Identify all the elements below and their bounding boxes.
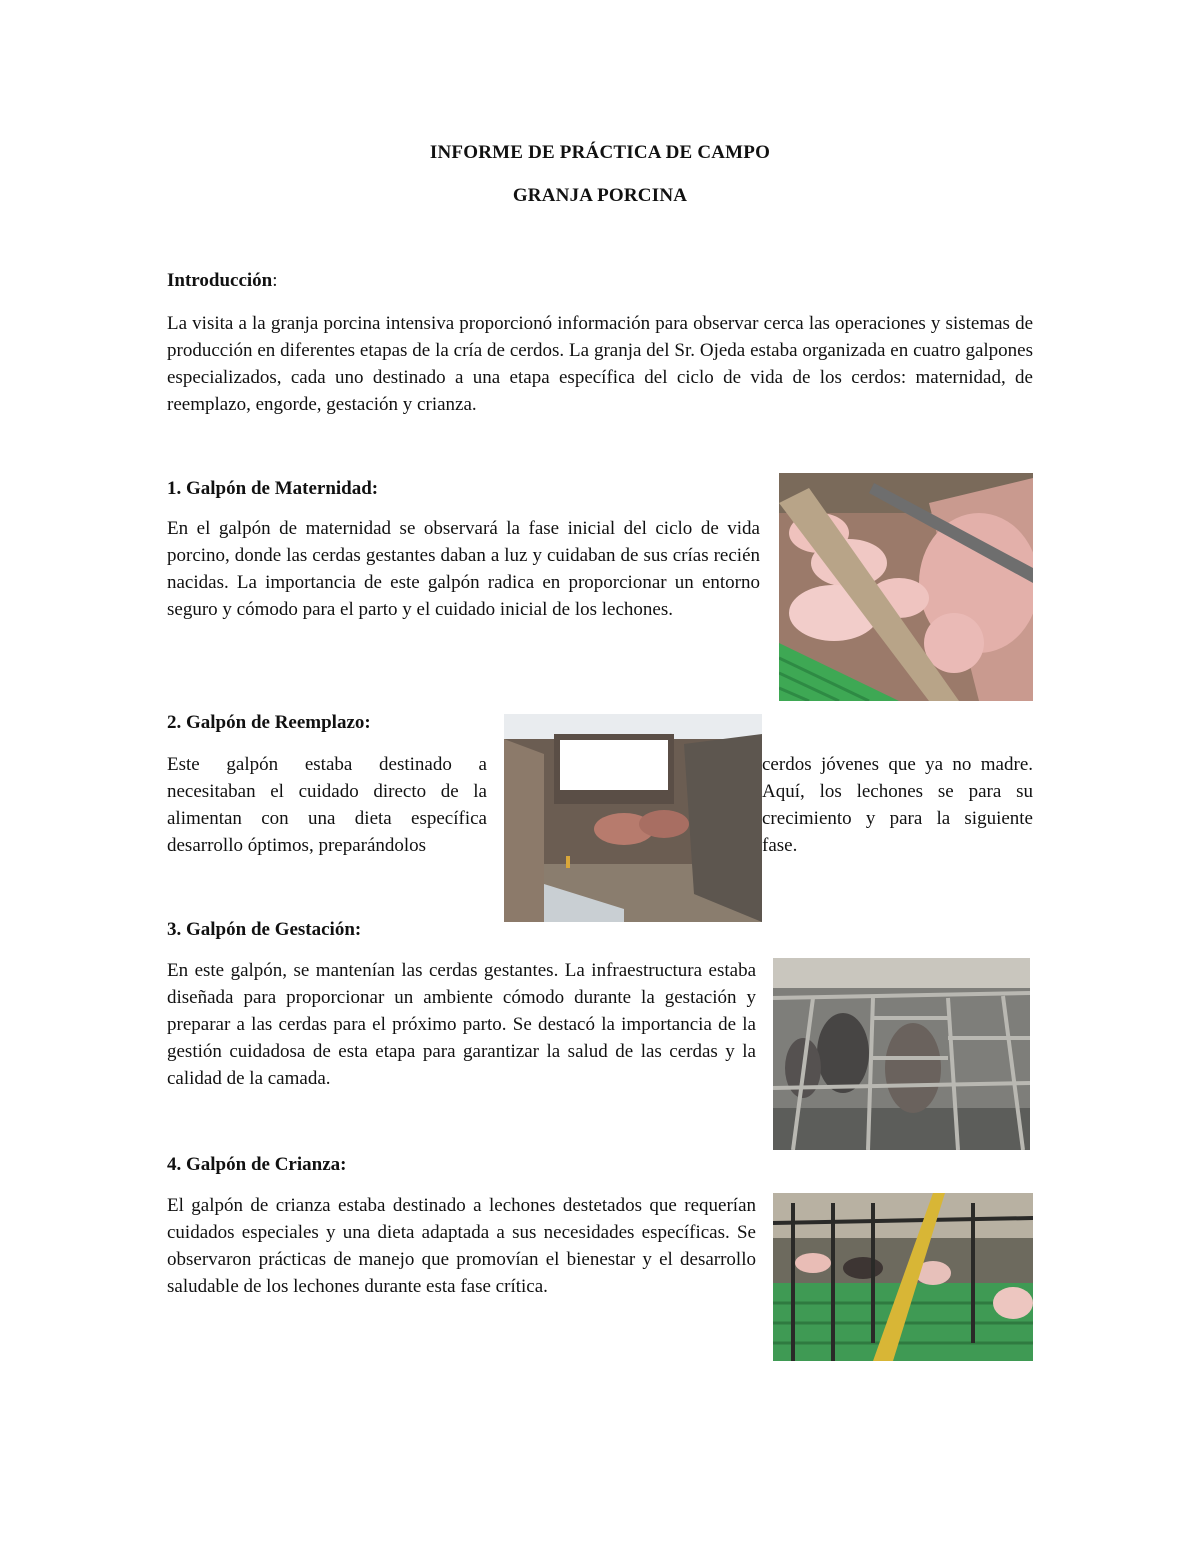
- section-4-heading: 4. Galpón de Crianza:: [167, 1154, 347, 1175]
- nursery-piglets-photo: [773, 1193, 1033, 1361]
- intro-heading: [167, 270, 278, 292]
- gestation-sows-photo: [773, 958, 1030, 1150]
- document-title: INFORME DE PRÁCTICA DE CAMPO: [429, 142, 771, 163]
- section-1-heading: 1. Galpón de Maternidad:: [167, 478, 379, 499]
- section-2-paragraph-left: Este galpón estaba destinado a necesitaban el cuidado directo de la alimentan con una dieta específica desarrollo óptimos, preparándolos: [167, 754, 487, 856]
- section-2-heading: 2. Galpón de Reemplazo:: [167, 712, 371, 733]
- section-4-paragraph: El galpón de crianza estaba destinado a lechones destetados que requerían cuidados especiales y una dieta adaptada a sus necesidades específicas. Se observaron prácticas de manejo que promovían el bienestar y el desarrollo saludable de los lechones durante esta fase crítica.: [167, 1195, 756, 1297]
- section-3-paragraph: En este galpón, se mantenían las cerdas gestantes. La infraestructura estaba diseñada para proporcionar un ambiente cómodo durante la gestación y preparar a las cerdas para el próximo parto. Se destacó la importancia de la gestión cuidadosa de esta etapa para garantizar la salud de las cerdas y la calidad de la camada.: [167, 960, 756, 1089]
- section-1-paragraph: En el galpón de maternidad se observará la fase inicial del ciclo de vida porcino, donde las cerdas gestantes daban a luz y cuidaban de sus crías recién nacidas. La importancia de este galpón radica en proporcionar un entorno seguro y cómodo para el parto y el cuidado inicial de los lechones.: [167, 518, 760, 620]
- section-3-heading: 3. Galpón de Gestación:: [167, 919, 362, 940]
- maternity-pigs-photo: [779, 473, 1033, 701]
- intro-heading-colon: :: [272, 270, 278, 291]
- intro-heading-text: Introducción: [167, 270, 273, 291]
- section-2-paragraph-right: cerdos jóvenes que ya no madre. Aquí, los lechones se para su crecimiento y para la siguiente fase.: [762, 754, 1033, 856]
- intro-paragraph: La visita a la granja porcina intensiva proporcionó información para observar cerca las operaciones y sistemas de producción en diferentes etapas de la cría de cerdos. La granja del Sr. Ojeda estaba organizada en cuatro galpones especializados, cada uno destinado a una etapa específica del ciclo de vida de los cerdos: maternidad, de reemplazo, engorde, gestación y crianza.: [167, 313, 1033, 415]
- document-subtitle: GRANJA PORCINA: [512, 185, 688, 206]
- replacement-pigs-photo: [504, 714, 762, 922]
